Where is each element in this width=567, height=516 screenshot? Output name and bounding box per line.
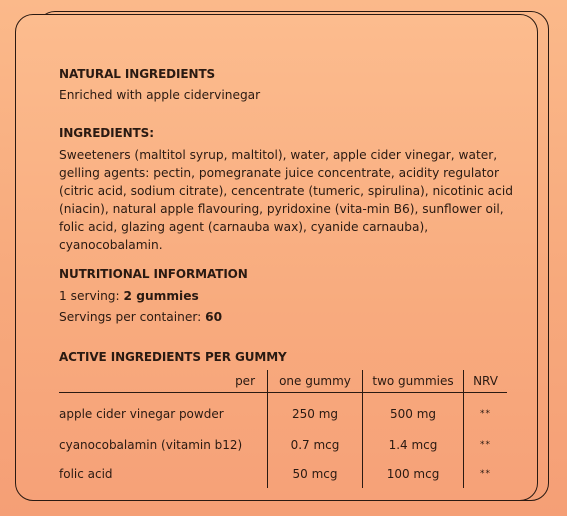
serving-size-line — [59, 287, 519, 305]
column-header-per: per — [59, 370, 268, 393]
ingredient-name: cyanocobalamin (vitamin b12) — [59, 437, 243, 452]
ingredients-text: Sweeteners (maltitol syrup, maltitol), water, apple cider vinegar, water, gelling agents: pectin, pomegranate juice concentrate, acidity regulator (citric acid, sodium citrate), cencentrate (tumeric, spirulina), nicotinic acid (niacin), natural apple flavouring, pyridoxine (vita-min B6), sunflower oil, folic acid, glazing agent (carnauba wax), cyanide carnauba), cyanocobalamin. — [59, 148, 513, 252]
ingredient-name: folic acid — [59, 466, 113, 481]
nrv-value: ** — [464, 393, 508, 431]
serving-size-value: 2 gummies — [123, 289, 199, 303]
one-gummy-amount: 0.7 mcg — [268, 430, 363, 459]
serving-size-label: 1 serving: — [59, 289, 124, 303]
natural-ingredients-section — [59, 65, 519, 104]
one-gummy-amount: 250 mg — [268, 393, 363, 431]
two-gummies-amount: 100 mcg — [363, 459, 464, 488]
active-ingredients-table — [59, 370, 507, 488]
nrv-value: ** — [464, 459, 508, 488]
ingredients-section — [59, 124, 519, 254]
nutritional-information-heading: NUTRITIONAL INFORMATION — [59, 267, 248, 281]
nrv-value: ** — [464, 430, 508, 459]
table-row — [59, 459, 507, 488]
column-header-two-gummies: two gummies — [363, 370, 464, 393]
two-gummies-amount: 1.4 mcg — [363, 430, 464, 459]
column-header-nrv: NRV — [464, 370, 508, 393]
two-gummies-amount: 500 mg — [363, 393, 464, 431]
table-header-row — [59, 370, 507, 393]
column-header-one-gummy: one gummy — [268, 370, 363, 393]
table-row — [59, 430, 507, 459]
ingredient-name: apple cider vinegar powder — [59, 406, 224, 421]
nutritional-information-section — [59, 265, 519, 326]
natural-ingredients-text: Enriched with apple cidervinegar — [59, 88, 261, 102]
servings-per-container-line — [59, 308, 519, 326]
table-row — [59, 393, 507, 431]
active-ingredients-section — [59, 348, 519, 481]
servings-per-container-value: 60 — [205, 310, 223, 324]
label-card — [15, 14, 538, 501]
active-ingredients-heading: ACTIVE INGREDIENTS PER GUMMY — [59, 350, 287, 364]
natural-ingredients-heading: NATURAL INGREDIENTS — [59, 67, 216, 81]
servings-per-container-label: Servings per container: — [59, 310, 206, 324]
ingredients-heading: INGREDIENTS: — [59, 126, 154, 140]
one-gummy-amount: 50 mcg — [268, 459, 363, 488]
